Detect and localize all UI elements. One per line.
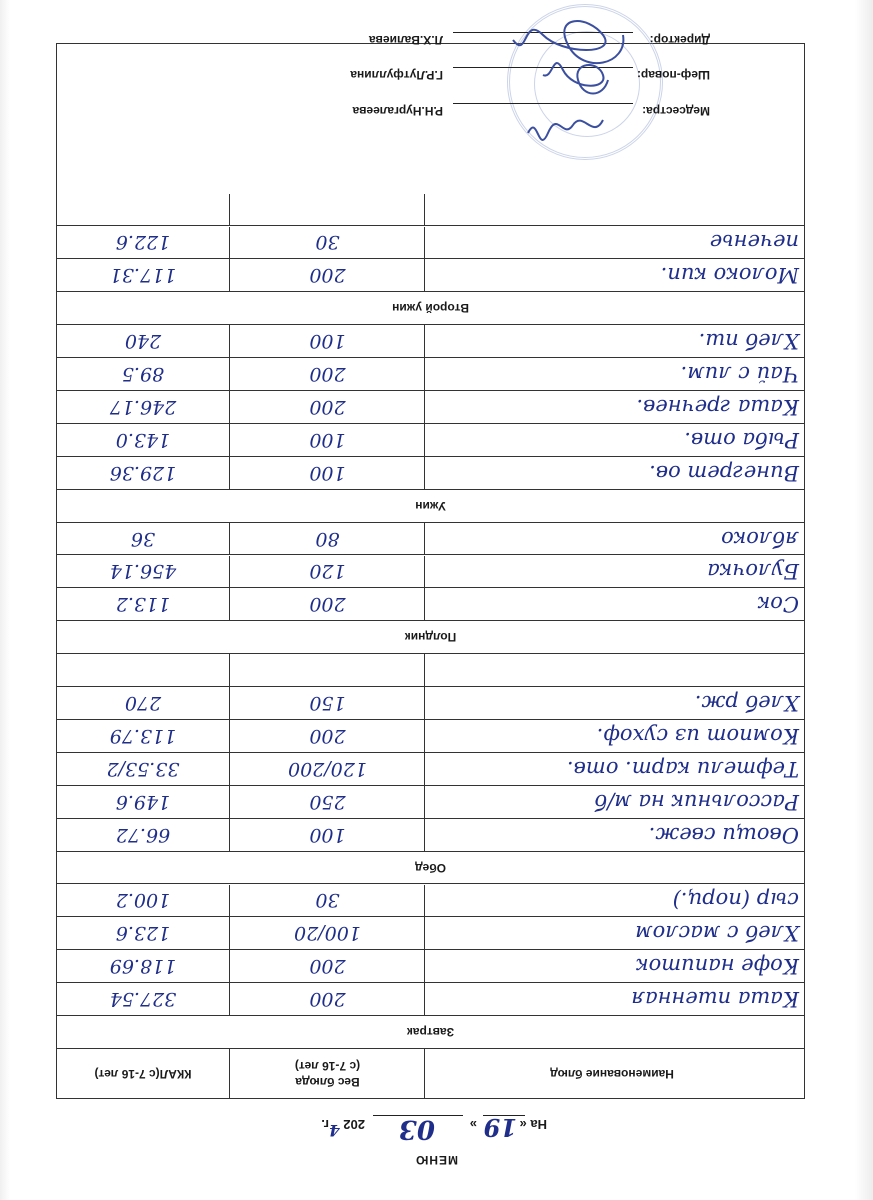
date-month: 03 xyxy=(398,1114,435,1144)
dish-weight: 200 xyxy=(309,395,346,418)
director-label: Директор: xyxy=(649,33,710,47)
dish-name: Сок xyxy=(757,592,799,617)
dish-name: Хлеб пш. xyxy=(698,329,799,354)
nurse-label: Медсестра: xyxy=(642,104,710,118)
date-year-suffix: 4 xyxy=(328,1121,340,1140)
page-title: МЕНЮ xyxy=(414,1153,459,1167)
chef-label: Шеф-повар: xyxy=(636,68,710,82)
section-title: Второй ужин xyxy=(392,301,469,316)
director-name: Л.Х.Валиева xyxy=(369,33,443,47)
column-header-name: Наименование блюд xyxy=(550,1067,674,1081)
dish-weight: 200 xyxy=(309,988,346,1011)
dish-name: Овощи свеж. xyxy=(648,822,799,847)
dish-weight: 200 xyxy=(309,264,346,287)
dish-weight: 100 xyxy=(309,428,346,451)
dish-name: Каша пшенная xyxy=(631,987,799,1012)
dish-weight: 30 xyxy=(315,889,340,912)
section-title: Обед xyxy=(414,860,447,875)
dish-kcal: 100.2 xyxy=(115,889,171,912)
dish-name: Хлеб с маслом xyxy=(635,921,799,946)
chef-name: Г.Р.Лутфуллина xyxy=(350,68,443,82)
dish-kcal: 129.36 xyxy=(109,461,177,484)
dish-kcal: 149.6 xyxy=(115,790,171,813)
dish-kcal: 122.6 xyxy=(115,231,171,254)
dish-weight: 100 xyxy=(309,823,346,846)
date-year-end: г. xyxy=(321,1117,329,1132)
dish-weight: 100/20 xyxy=(294,922,361,945)
dish-name: Чай с лим. xyxy=(680,362,799,387)
weight-header-age: (с 7-16 лет) xyxy=(294,1059,361,1073)
dish-kcal: 113.79 xyxy=(109,724,177,747)
date-year-prefix: 202 xyxy=(343,1117,365,1132)
dish-kcal: 456.14 xyxy=(109,560,177,583)
dish-weight: 100 xyxy=(309,461,346,484)
dish-name: Рыба отв. xyxy=(684,427,799,452)
dish-weight: 200 xyxy=(309,593,346,616)
dish-weight: 30 xyxy=(315,231,340,254)
dish-kcal: 240 xyxy=(124,330,162,353)
dish-name: Хлеб рж. xyxy=(694,691,799,716)
dish-name: Винегрет ов. xyxy=(649,460,799,485)
dish-name: Булочка xyxy=(707,559,799,584)
date-day: 19 xyxy=(483,1113,517,1142)
dish-weight: 200 xyxy=(309,724,346,747)
dish-name: Кофе напиток xyxy=(636,954,799,979)
dish-name: Каша гречнев. xyxy=(636,394,799,419)
dish-name: Компот из сухоф. xyxy=(596,723,799,748)
chef-signature xyxy=(543,63,608,93)
column-header-kcal: ККАЛ(с 7-16 лет) xyxy=(94,1067,192,1081)
dish-weight: 80 xyxy=(315,527,340,550)
nurse-signature xyxy=(528,120,603,140)
dish-name: Молоко кип. xyxy=(660,263,799,288)
dish-kcal: 123.6 xyxy=(115,922,171,945)
director-signature xyxy=(513,21,623,63)
dish-kcal: 33.53/2 xyxy=(106,757,180,780)
dish-weight: 120 xyxy=(309,560,346,583)
weight-header-label: Вес блюда xyxy=(295,1075,360,1089)
dish-weight: 120/200 xyxy=(288,757,367,780)
dish-name: Рассольник на м/б xyxy=(594,789,799,814)
section-title: Полдник xyxy=(404,630,457,645)
dish-kcal: 143.0 xyxy=(115,428,171,451)
dish-weight: 200 xyxy=(309,955,346,978)
section-title: Завтрак xyxy=(406,1025,455,1040)
section-title: Ужин xyxy=(415,498,446,513)
date-prefix: На « xyxy=(519,1117,547,1132)
dish-kcal: 118.69 xyxy=(109,955,177,978)
dish-name: печенье xyxy=(709,230,799,255)
dish-kcal: 66.72 xyxy=(115,823,171,846)
dish-name: сыр (порц.) xyxy=(672,888,799,913)
dish-kcal: 270 xyxy=(124,692,162,715)
dish-kcal: 117.31 xyxy=(109,264,177,287)
dish-name: Тефтели карт. отв. xyxy=(566,756,799,781)
dish-weight: 100 xyxy=(309,330,346,353)
dish-kcal: 89.5 xyxy=(121,363,165,386)
dish-kcal: 246.17 xyxy=(109,395,177,418)
date-separator: » xyxy=(469,1117,477,1132)
dish-weight: 150 xyxy=(309,692,346,715)
dish-kcal: 113.2 xyxy=(115,593,171,616)
dish-kcal: 327.54 xyxy=(109,988,177,1011)
dish-name: яблоко xyxy=(721,526,799,551)
dish-weight: 250 xyxy=(309,790,346,813)
dish-weight: 200 xyxy=(309,363,346,386)
nurse-name: Р.Н.Нургалеева xyxy=(352,104,443,118)
dish-kcal: 36 xyxy=(130,527,156,550)
